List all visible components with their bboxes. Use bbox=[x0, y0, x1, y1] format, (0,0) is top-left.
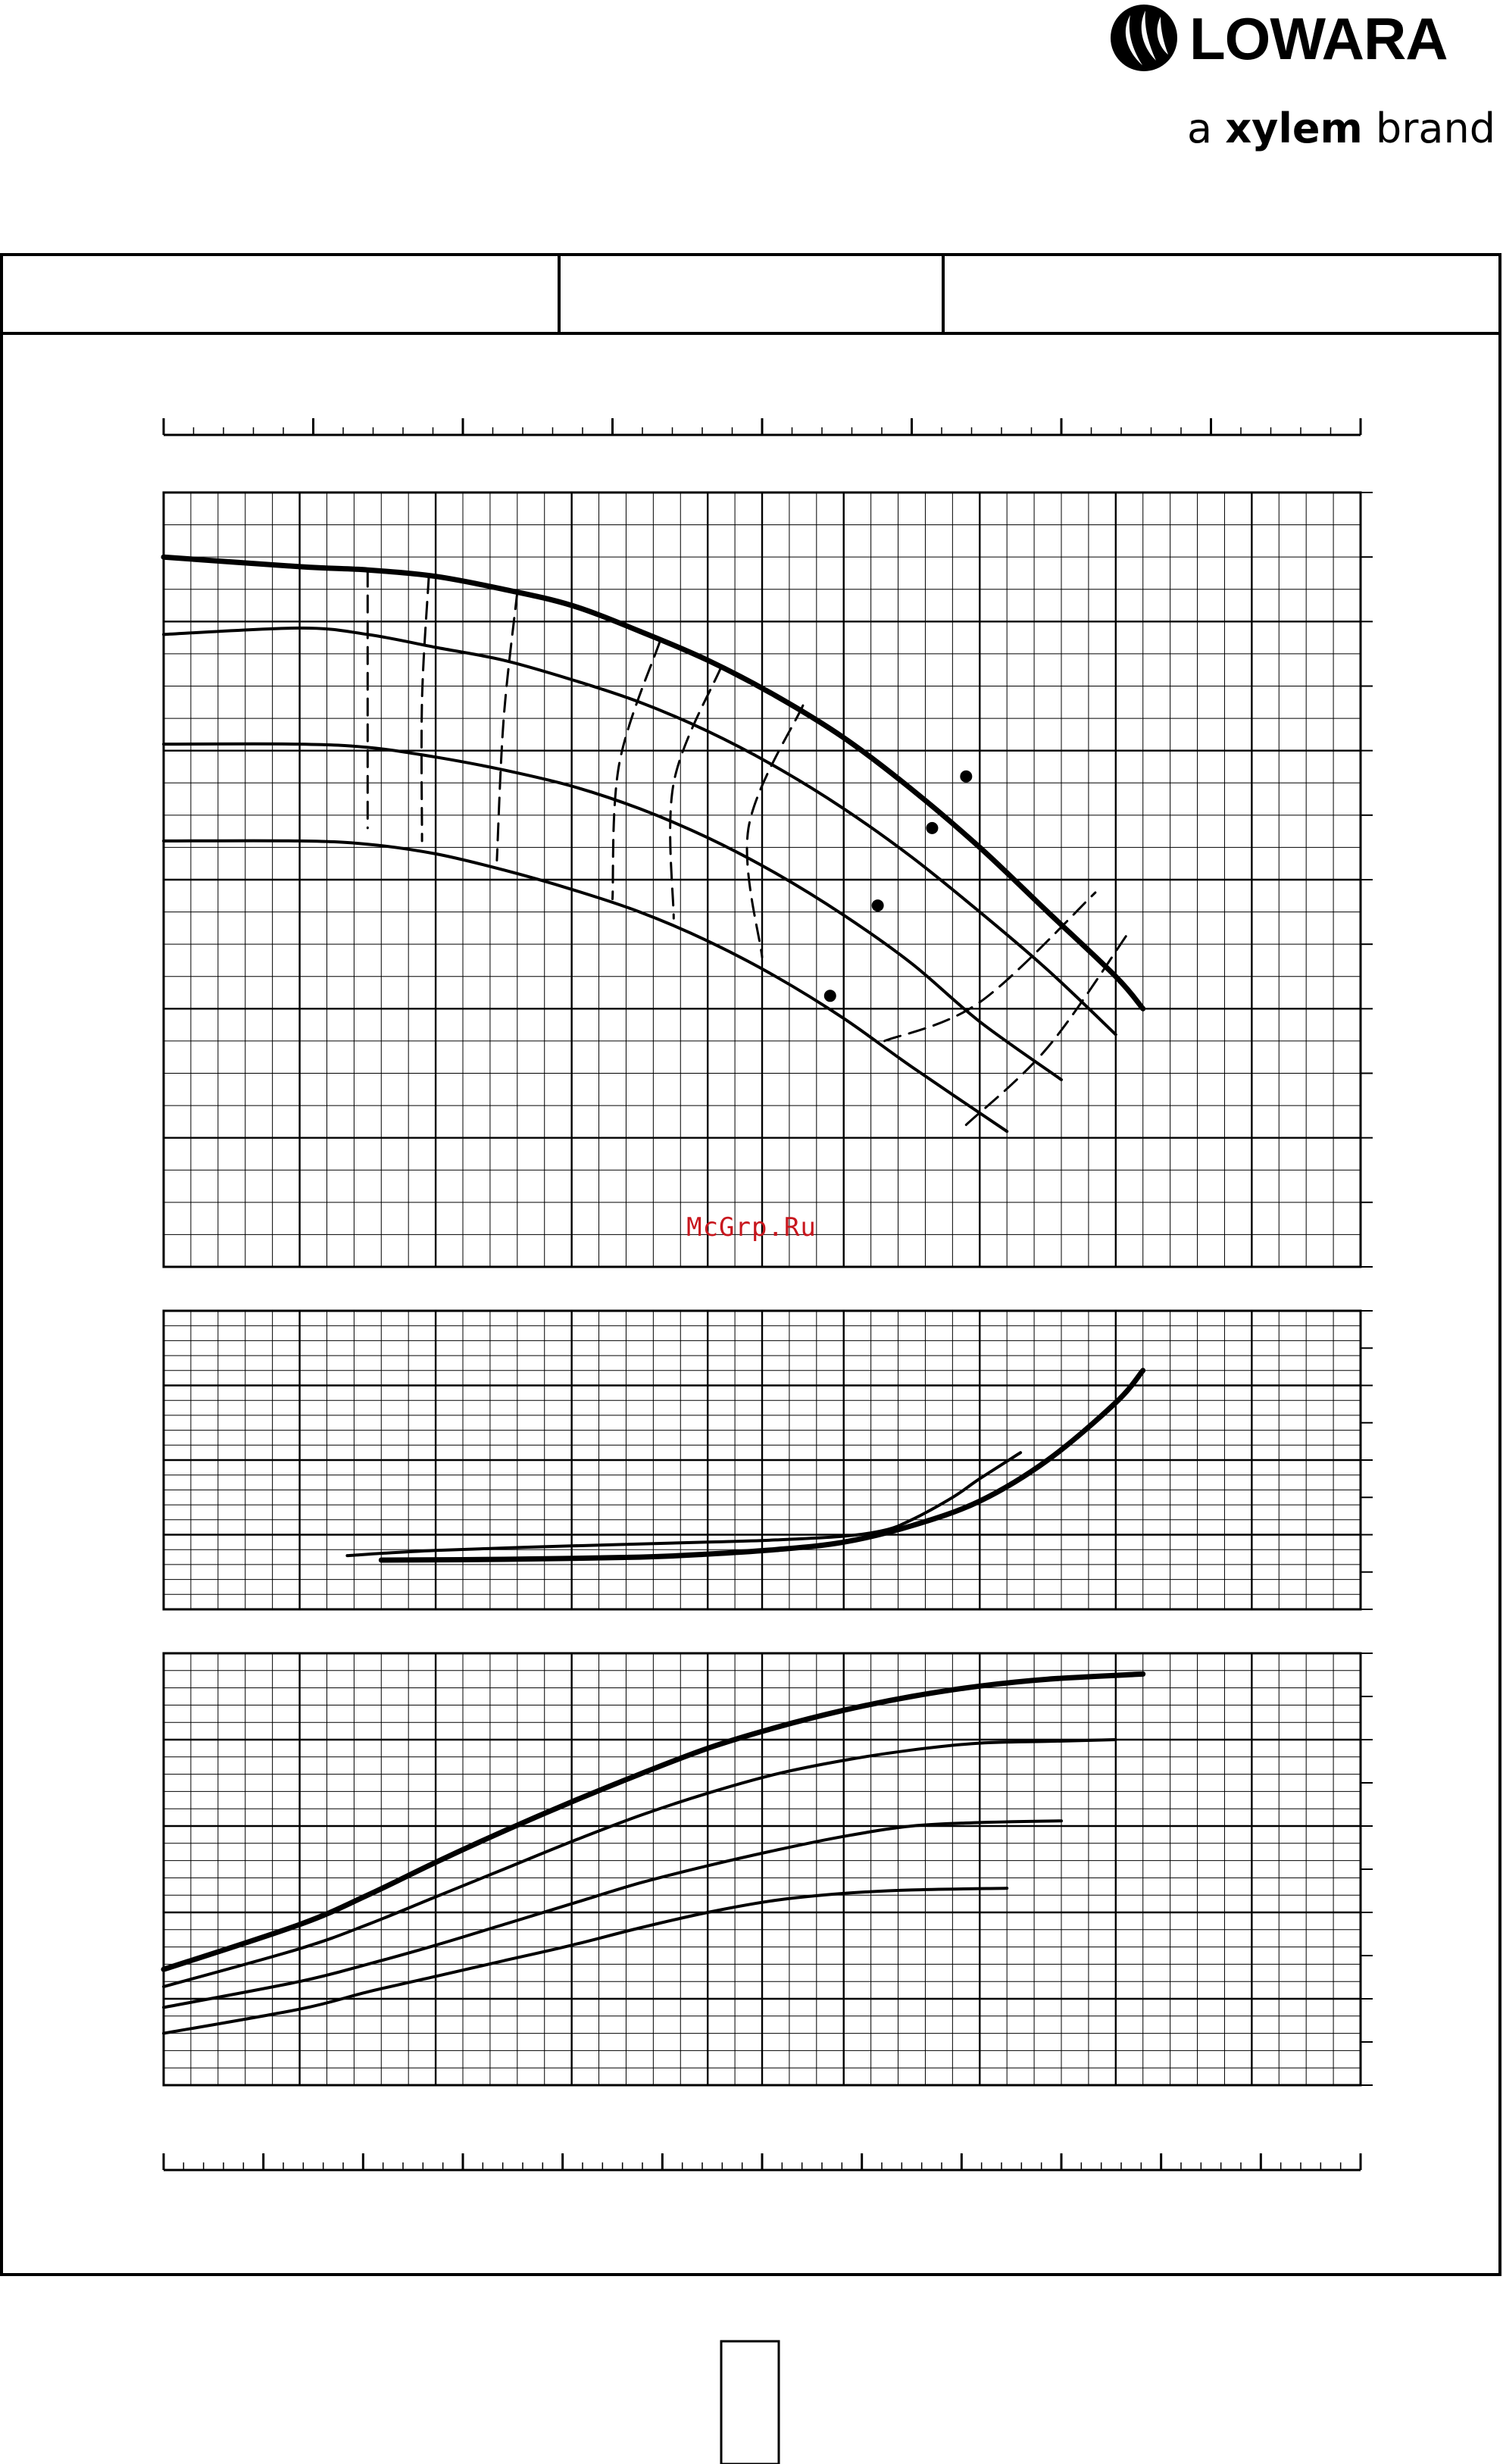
series-line-3-3 bbox=[164, 1821, 1061, 2007]
tagline-brand: xylem bbox=[1225, 105, 1363, 152]
series-line-2-1 bbox=[347, 1452, 1020, 1556]
grid-panel-3 bbox=[164, 1653, 1373, 2085]
series-line-1-9 bbox=[670, 667, 721, 918]
outer-frame bbox=[2, 255, 1500, 2275]
series-line-1-2 bbox=[164, 628, 1116, 1035]
sheet-frame bbox=[2, 255, 1500, 2464]
watermark: McGrp.Ru bbox=[686, 1212, 817, 1243]
series-line-1-6 bbox=[421, 577, 429, 841]
brand-name: LOWARA bbox=[1189, 5, 1448, 72]
grid-panel-1 bbox=[164, 492, 1373, 1267]
series-line-3-4 bbox=[164, 1888, 1007, 2034]
series-line-1-7 bbox=[497, 593, 517, 860]
series-line-1-4 bbox=[164, 841, 1007, 1132]
data-point-3 bbox=[872, 899, 884, 911]
page-number-box bbox=[721, 2341, 779, 2464]
bottom-scale-bar bbox=[164, 2153, 1361, 2170]
top-scale-bar bbox=[164, 418, 1361, 435]
tagline-suffix: brand bbox=[1375, 105, 1495, 152]
series-line-1-10 bbox=[747, 705, 803, 957]
data-point-1 bbox=[960, 771, 972, 783]
data-point-4 bbox=[824, 990, 836, 1002]
grid-panel-2 bbox=[164, 1311, 1373, 1609]
data-point-2 bbox=[926, 822, 938, 834]
grid-layer bbox=[164, 492, 1373, 2085]
tagline-prefix: a bbox=[1187, 105, 1213, 152]
